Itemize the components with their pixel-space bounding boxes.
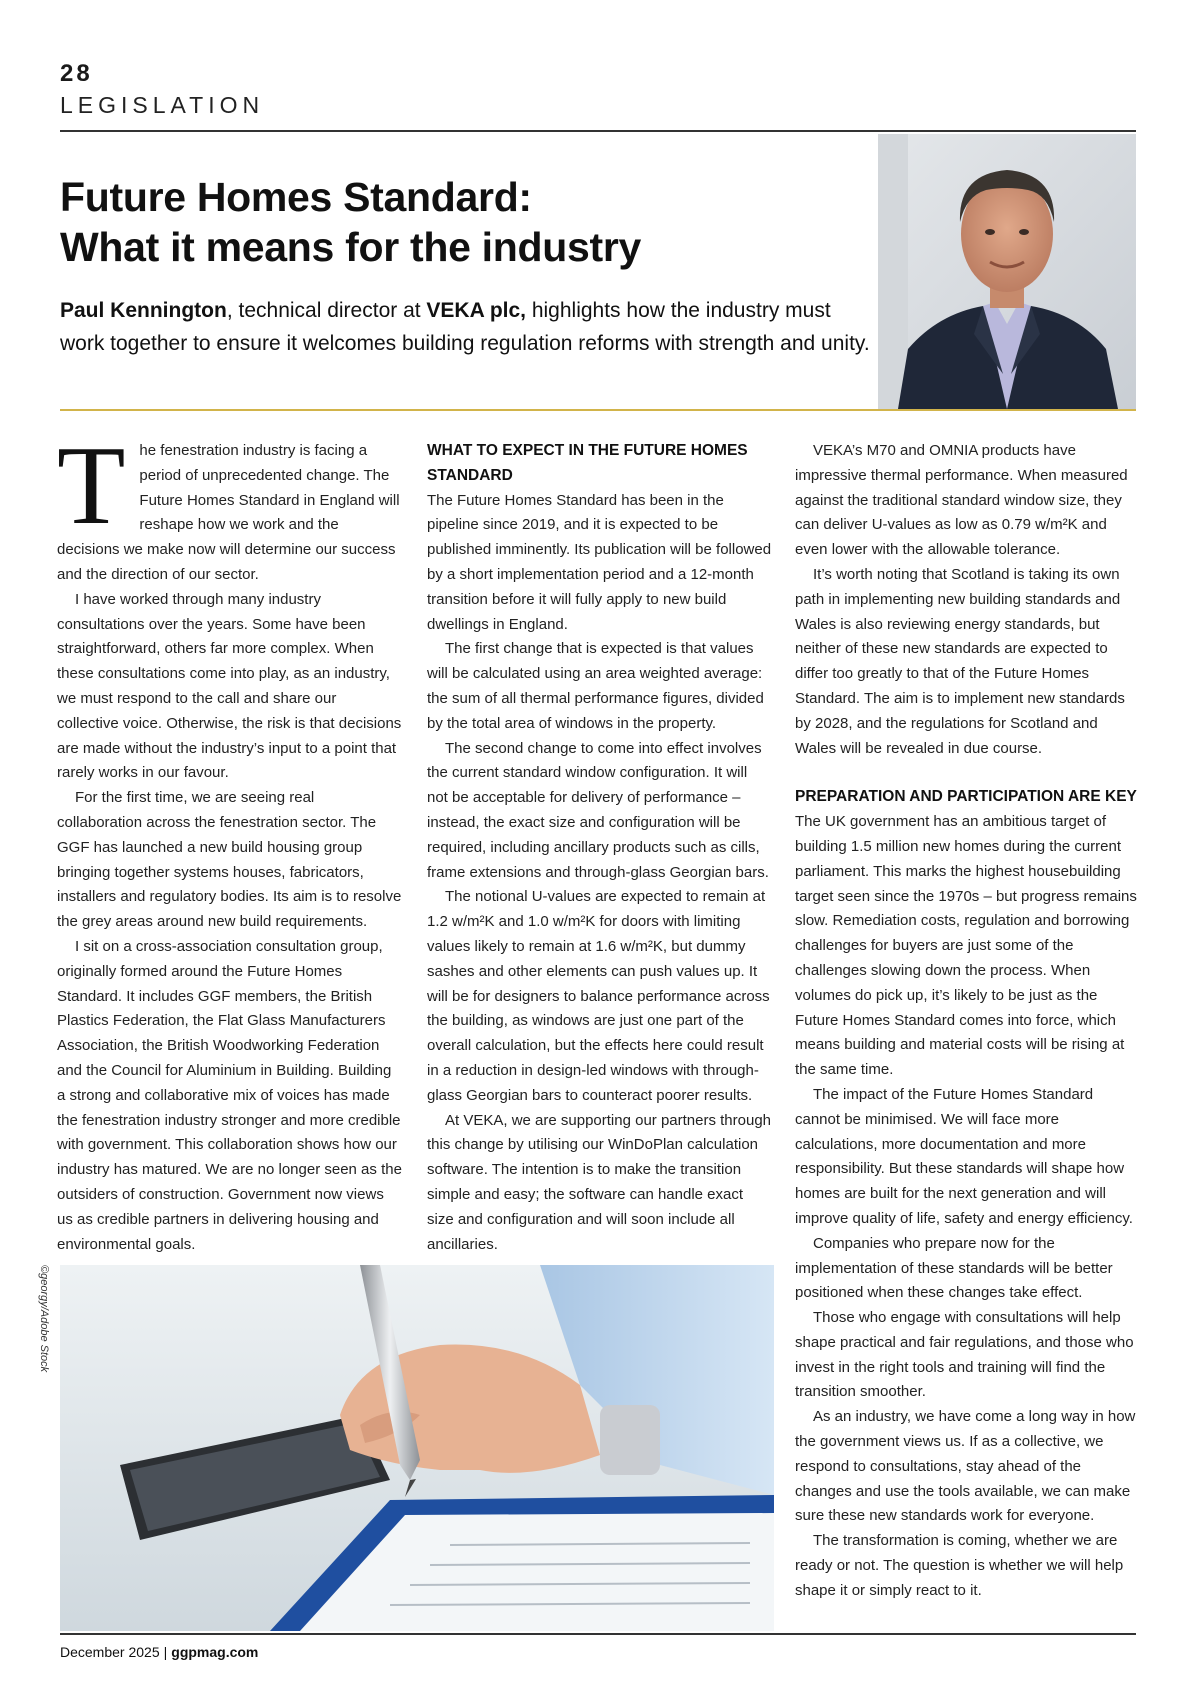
footer-separator: | [163, 1644, 168, 1660]
author-portrait [878, 134, 1136, 409]
bottom-divider [60, 1633, 1136, 1635]
standfirst-text-1: , technical director at [226, 299, 427, 322]
headline-line-2: What it means for the industry [60, 224, 641, 270]
footer [60, 1644, 258, 1660]
standfirst [60, 294, 880, 360]
paragraph: As an industry, we have come a long way in how the government views us. If as a collective, we respond to consultations, stay ahead of the changes and use the tools available, we can make sure these new standards work for everyone. [795, 1408, 1136, 1525]
paragraph: The UK government has an ambitious target of building 1.5 million new homes during the current parliament. This marks the highest housebuilding target seen since the 1970s – but progress remains slow. Remediation costs, regulation and borrowing challenges for buyers are just some of the challenges slowing down the process. When volumes do pick up, it’s likely to be just as the Future Homes Standard comes into force, which means building and material costs will be rising at the same time. [795, 813, 1137, 1079]
column-3 [795, 439, 1140, 1604]
website-link[interactable]: ggpmag.com [171, 1644, 259, 1660]
paragraph: The Future Homes Standard has been in the pipeline since 2019, and it is expected to be published imminently. Its publication will be followed by a short implementation period and a 12-month transition before it will fully apply to new build dwellings in England. [427, 491, 772, 633]
paragraph: The impact of the Future Homes Standard cannot be minimised. We will face more calculations, more documentation and more responsibility. But these standards will shape how homes are built for the next generation and will improve quality of life, safety and energy efficiency. [795, 1085, 1133, 1227]
paragraph: VEKA’s M70 and OMNIA products have impressive thermal performance. When measured against the traditional standard window size, they can deliver U-values as low as 0.79 w/m²K and even lower with the allowable tolerance. [795, 442, 1128, 559]
paragraph: The first change that is expected is that values will be calculated using an area weighted average: the sum of all thermal performance figures, divided by the total area of windows in the property. [427, 640, 764, 732]
top-divider [60, 130, 1136, 132]
headline-line-1: Future Homes Standard: [60, 174, 532, 220]
issue-date: December 2025 [60, 1644, 160, 1660]
paragraph: The notional U-values are expected to remain at 1.2 w/m²K and 1.0 w/m²K for doors with limiting values likely to remain at 1.6 w/m²K, but dummy sashes and other elements can push values up. It will be for designers to balance performance across the building, as windows are just one part of the overall calculation, but the effects here could result in a reduction in design-led windows with through-glass Georgian bars to counteract poorer results. [427, 888, 770, 1104]
paragraph: I have worked through many industry consultations over the years. Some have been straightforward, others far more complex. When these consultations come into play, as an industry, we must respond to the call and share our collective voice. Otherwise, the risk is that decisions are made without the industry’s input to a point that rarely works in our favour. [57, 590, 402, 782]
column-1 [57, 424, 402, 1257]
paragraph: he fenestration industry is facing a period of unprecedented change. The Future Homes Standard in England will reshape how we work and the decisions we make now will determine our success and the direction of our sector. [57, 442, 400, 583]
page-number: 28 [60, 60, 93, 87]
photo-credit-text: ©georgy/Adobe Stock [38, 1265, 50, 1373]
standfirst-text-2: highlights how the industry must work together to ensure it welcomes building regulation reforms with strength and unity. [60, 299, 870, 355]
section-label: LEGISLATION [60, 92, 265, 118]
section-heading: PREPARATION AND PARTICIPATION ARE KEY [795, 788, 1137, 806]
paragraph: For the first time, we are seeing real collaboration across the fenestration sector. The GGF has launched a new build housing group bringing together systems houses, fabricators, installers and regulatory bodies. Its aim is to resolve the grey areas around new build requirements. [57, 789, 402, 931]
photo-credit [40, 1265, 60, 1395]
paragraph: At VEKA, we are supporting our partners through this change by utilising our WinDoPlan calculation software. The intention is to make the transition simple and easy; the software can handle exact size and configuration and will soon include all ancillaries. [427, 1111, 772, 1253]
signing-document-photo [60, 1265, 774, 1631]
paragraph: The transformation is coming, whether we are ready or not. The question is whether we will help shape it or simply react to it. [795, 1532, 1124, 1599]
paragraph: I sit on a cross-association consultation group, originally formed around the Future Homes Standard. It includes GGF members, the British Plastics Federation, the Flat Glass Manufacturers Association, the British Woodworking Federation and the Council for Aluminium in Building. Building a strong and collaborative mix of voices has made the fenestration industry stronger and more credible with government. This collaboration shows how our industry has matured. We are no longer seen as the outsiders of construction. Government now views us as credible partners in delivering housing and environmental goals. [57, 937, 402, 1253]
section-heading: WHAT TO EXPECT IN THE FUTURE HOMES STANDARD [427, 442, 748, 484]
paragraph: It’s worth noting that Scotland is taking its own path in implementing new building standards and Wales is also reviewing energy standards, but neither of these new standards are expected to differ too greatly to that of the Future Homes Standard. The aim is to implement new standards by 2028, and the regulations for Scotland and Wales will be revealed in due course. [795, 565, 1125, 757]
article-headline [60, 172, 860, 272]
paragraph: The second change to come into effect involves the current standard window configuration. It will not be acceptable for delivery of performance – instead, the exact size and configuration will be required, including ancillary products such as cills, frame extensions and through-glass Georgian bars. [427, 739, 769, 881]
company-name: VEKA plc, [426, 299, 526, 322]
paragraph: Those who engage with consultations will help shape practical and fair regulations, and those who invest in the right tools and training will find the transition smoother. [795, 1309, 1134, 1401]
gold-divider [60, 409, 1136, 411]
paragraph: Companies who prepare now for the implementation of these standards will be better positioned when these changes take effect. [795, 1234, 1113, 1302]
author-name: Paul Kennington [60, 299, 227, 322]
drop-cap: T [57, 424, 126, 548]
column-2 [427, 439, 772, 1257]
